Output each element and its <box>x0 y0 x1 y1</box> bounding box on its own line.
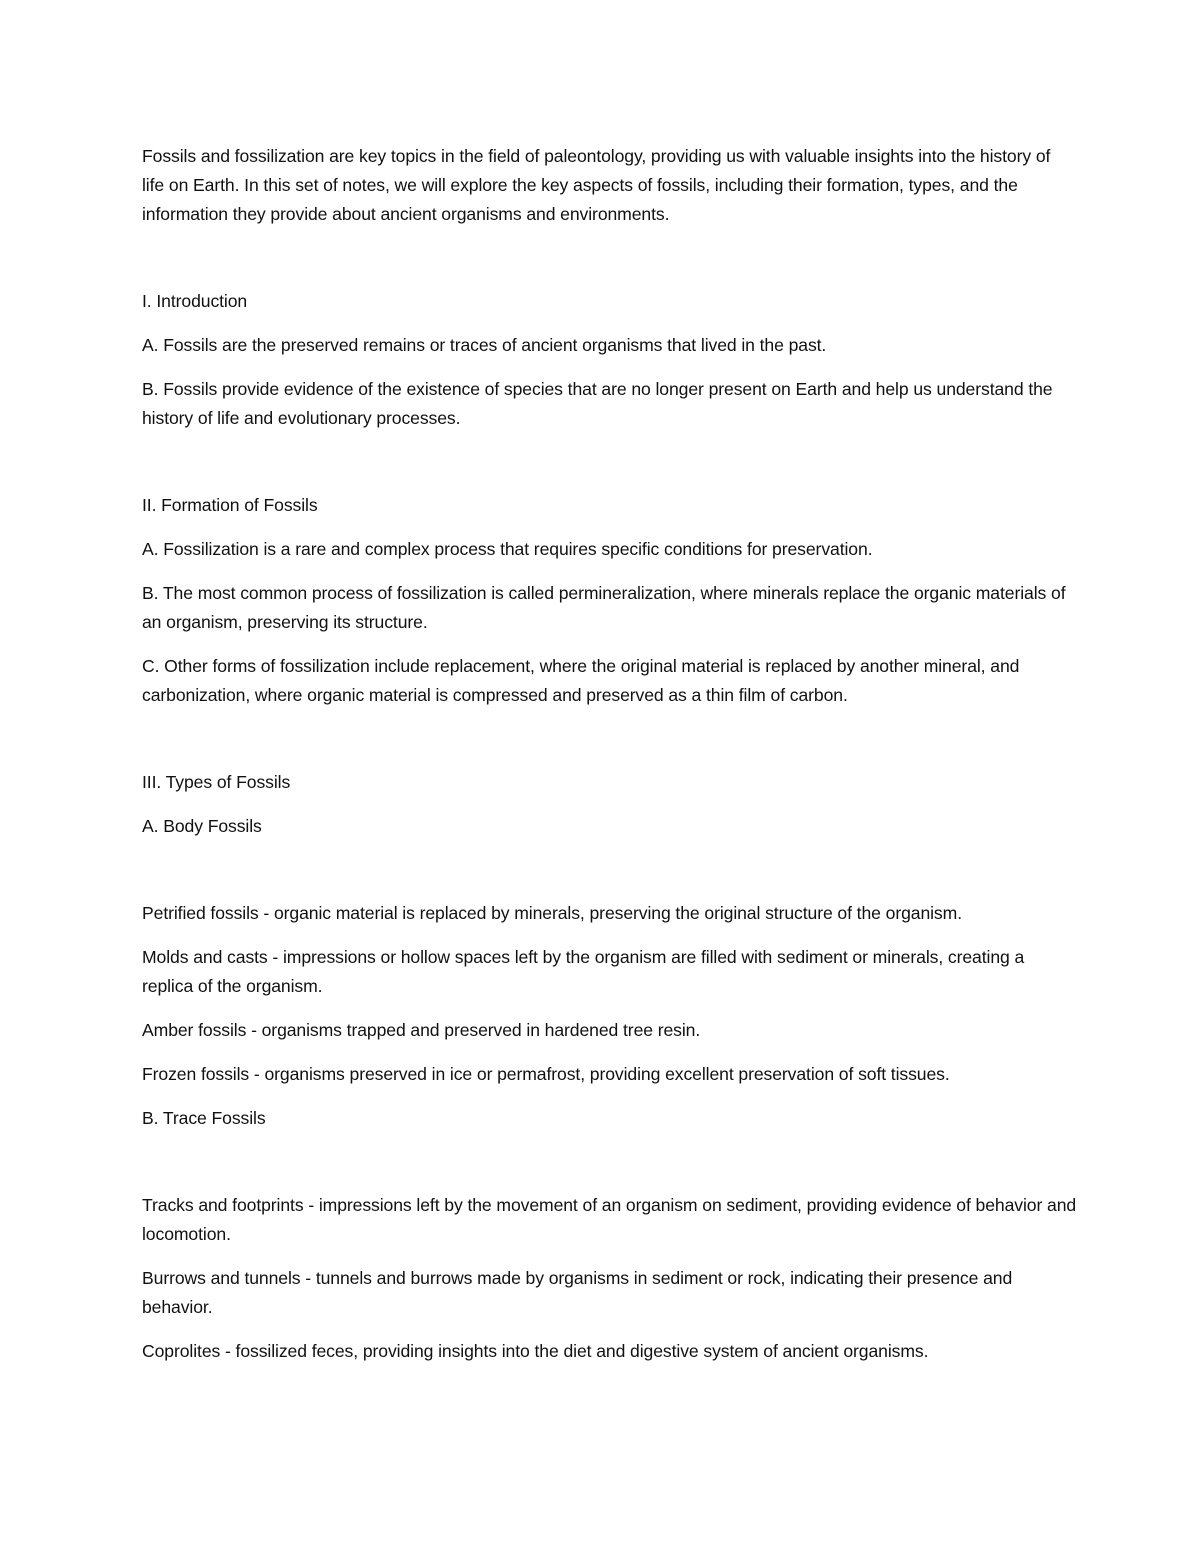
spacer <box>142 637 1077 652</box>
spacer <box>142 1322 1077 1337</box>
spacer <box>142 316 1077 331</box>
spacer <box>142 1001 1077 1016</box>
body-fossil-item: Amber fossils - organisms trapped and preserved in hardened tree resin. <box>142 1020 701 1040</box>
spacer <box>142 1045 1077 1060</box>
trace-fossils-heading: B. Trace Fossils <box>142 1108 266 1128</box>
trace-fossil-item: Coprolites - fossilized feces, providing insights into the diet and digestive system of ancient organisms. <box>142 1341 929 1361</box>
spacer <box>142 564 1077 579</box>
spacer <box>142 928 1077 943</box>
trace-fossil-item: Tracks and footprints - impressions left by the movement of an organism on sediment, providing evidence of behavior and locomotion. <box>142 1195 1077 1244</box>
section-heading-formation: II. Formation of Fossils <box>142 495 318 515</box>
formation-point-c: C. Other forms of fossilization include replacement, where the original material is replaced by another mineral, and carbonization, where organic material is compressed and preserved as a thin film of carbon. <box>142 656 1020 705</box>
body-fossil-item: Petrified fossils - organic material is replaced by minerals, preserving the original structure of the organism. <box>142 903 962 923</box>
body-fossil-item: Molds and casts - impressions or hollow spaces left by the organism are filled with sediment or minerals, creating a replica of the organism. <box>142 947 1025 996</box>
spacer <box>142 360 1077 375</box>
body-fossils-heading: A. Body Fossils <box>142 816 262 836</box>
spacer <box>142 1089 1077 1104</box>
intro-paragraph: Fossils and fossilization are key topics in the field of paleontology, providing us with valuable insights into the history of life on Earth. In this set of notes, we will explore the key aspects of fossils, including their formation, types, and the information they provide about ancient organisms and environments. <box>142 146 1051 224</box>
spacer <box>142 520 1077 535</box>
introduction-point-a: A. Fossils are the preserved remains or traces of ancient organisms that lived in the past. <box>142 335 827 355</box>
introduction-point-b: B. Fossils provide evidence of the existence of species that are no longer present on Earth and help us understand the history of life and evolutionary processes. <box>142 379 1053 428</box>
spacer <box>142 433 1077 491</box>
formation-point-a: A. Fossilization is a rare and complex process that requires specific conditions for preservation. <box>142 539 873 559</box>
spacer <box>142 841 1077 899</box>
trace-fossil-item: Burrows and tunnels - tunnels and burrows made by organisms in sediment or rock, indicating their presence and behavior. <box>142 1268 1013 1317</box>
spacer <box>142 229 1077 287</box>
spacer <box>142 797 1077 812</box>
formation-point-b: B. The most common process of fossilization is called permineralization, where minerals replace the organic materials of an organism, preserving its structure. <box>142 583 1066 632</box>
document-body <box>142 142 1077 1366</box>
spacer <box>142 1249 1077 1264</box>
section-heading-introduction: I. Introduction <box>142 291 248 311</box>
body-fossil-item: Frozen fossils - organisms preserved in ice or permafrost, providing excellent preservation of soft tissues. <box>142 1064 950 1084</box>
section-heading-types: III. Types of Fossils <box>142 772 291 792</box>
spacer <box>142 710 1077 768</box>
spacer <box>142 1133 1077 1191</box>
